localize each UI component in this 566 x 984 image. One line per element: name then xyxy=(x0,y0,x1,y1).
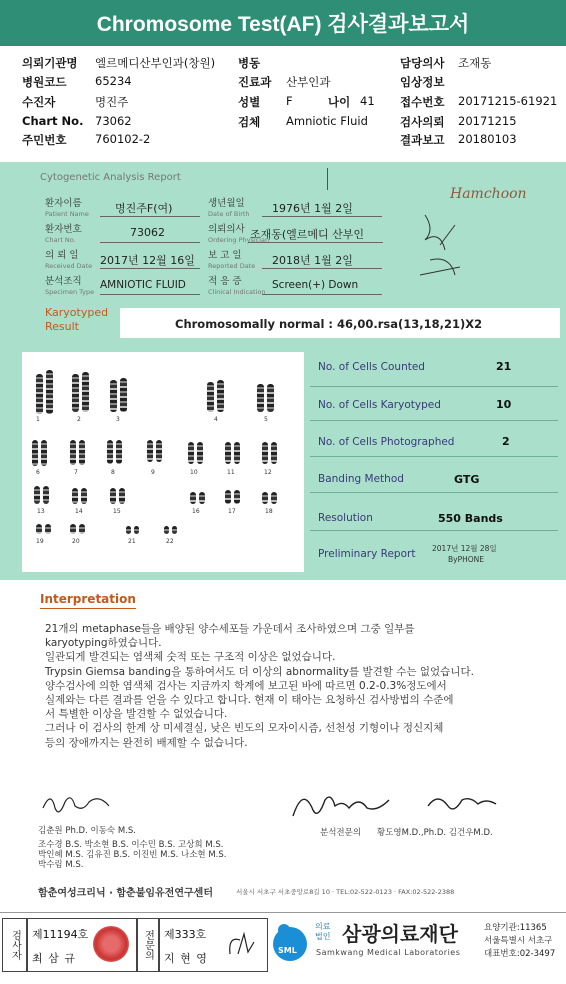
chromosome xyxy=(116,440,122,464)
chromosome xyxy=(120,378,127,412)
chrom-number: 13 xyxy=(37,508,45,515)
interpretation-line: karyotyping하였습니다. xyxy=(45,637,162,650)
staff-line: 박인혜 M.S. 김유진 B.S. 이진빈 M.S. 나소현 M.S. xyxy=(38,850,227,860)
field-label: 환자번호 xyxy=(45,224,82,235)
org-english-name: Samkwang Medical Laboratories xyxy=(316,948,461,957)
chromosome xyxy=(70,524,76,534)
chrom-number: 6 xyxy=(36,469,40,476)
report-title: Chromosome Test(AF) 검사결과보고서 xyxy=(0,0,566,46)
header-label: 접수번호 xyxy=(400,95,445,109)
chromosome xyxy=(262,442,268,464)
underline xyxy=(248,242,383,243)
preliminary-date: 2017년 12월 28일 xyxy=(432,544,497,553)
header-value: 20171215 xyxy=(458,114,517,128)
header-value: 41 xyxy=(360,94,375,108)
underline xyxy=(100,268,200,269)
interpretation-line: 21개의 metaphase들을 배양된 양수세포들 가운데서 조사하였으며 그중 일부를 xyxy=(45,623,415,635)
heading-underline xyxy=(40,608,136,609)
staff-line: 조수경 B.S. 박소현 B.S. 이수민 B.S. 고상희 M.S. xyxy=(38,840,224,850)
seal-stamp-icon xyxy=(93,926,129,962)
chromosome xyxy=(107,440,113,464)
examiner-label: 검사자 xyxy=(2,918,28,972)
chromosome xyxy=(217,380,224,412)
chrom-number: 1 xyxy=(36,416,40,423)
header-label: 수진자 xyxy=(22,95,56,109)
handwritten-note-icon xyxy=(415,205,475,285)
chromosome xyxy=(156,440,162,462)
chrom-number: 4 xyxy=(214,416,218,423)
header-label: 주민번호 xyxy=(22,133,67,147)
header-info xyxy=(0,46,566,158)
stat-label: Banding Method xyxy=(318,473,404,485)
chromosome xyxy=(190,492,196,504)
chromosome xyxy=(43,486,49,504)
header-label: 나이 xyxy=(328,95,351,109)
org-info-line: 요양기관:11365 xyxy=(484,923,547,933)
chrom-number: 2 xyxy=(77,416,81,423)
stat-label: Resolution xyxy=(318,512,373,524)
header-row xyxy=(22,55,78,71)
specialist-name: 지 현 영 xyxy=(164,952,208,965)
field-label: 분석조직 xyxy=(45,276,82,287)
chrom-number: 9 xyxy=(151,469,155,476)
interpretation-line: 등의 장애까지는 완전히 배제할 수 없습니다. xyxy=(45,736,248,749)
chromosome xyxy=(197,442,203,464)
header-value: 20180103 xyxy=(458,132,517,146)
chromosome xyxy=(34,486,40,504)
preliminary-by: ByPHONE xyxy=(448,555,484,564)
header-label: 결과보고 xyxy=(400,133,445,147)
header-value: 65234 xyxy=(95,74,132,88)
field-label: 적 응 증 xyxy=(208,276,242,287)
chrom-number: 20 xyxy=(72,538,80,545)
chromosome xyxy=(172,526,177,534)
chromosome xyxy=(41,440,47,466)
physician-value: 조재동(엘르메디 산부인 xyxy=(250,228,365,241)
header-value: 산부인과 xyxy=(286,75,331,89)
header-label: Chart No. xyxy=(22,114,84,128)
chromosome xyxy=(164,526,169,534)
chromosome xyxy=(79,440,85,465)
field-sublabel: Date of Birth xyxy=(208,210,250,218)
header-value: 조재동 xyxy=(458,56,492,70)
chromosome xyxy=(234,490,240,504)
chromosome xyxy=(147,440,153,462)
chrom-number: 12 xyxy=(264,469,272,476)
specialist-number: 제333호 xyxy=(164,928,207,941)
field-label: 생년월일 xyxy=(208,198,245,209)
chrom-number: 16 xyxy=(192,508,200,515)
chrom-number: 14 xyxy=(75,508,83,515)
underline xyxy=(262,294,382,295)
signature-left-icon xyxy=(38,788,118,818)
dob-value: 1976년 1월 2일 xyxy=(272,202,353,215)
interpretation-line: 일관되게 발견되는 염색체 숫적 또는 구조적 이상은 없었습니다. xyxy=(45,651,336,664)
chrom-number: 3 xyxy=(116,416,120,423)
report-heading: Cytogenetic Analysis Report xyxy=(40,172,181,183)
org-info xyxy=(484,922,555,961)
chromosome xyxy=(119,488,125,504)
field-label: 의뢰의사 xyxy=(208,224,245,235)
field-label: 보 고 일 xyxy=(208,250,242,261)
field-label: 환자이름 xyxy=(45,198,82,209)
specialist-label: 분석전문의 xyxy=(320,828,362,838)
field-sublabel: Reported Date xyxy=(208,262,256,270)
preliminary-label: Preliminary Report xyxy=(318,548,416,560)
patient-name-value: 명진주F(여) xyxy=(115,202,173,215)
chromosome xyxy=(267,384,274,412)
chromosome xyxy=(36,524,42,534)
interpretation-line: 양수검사에 의한 염색체 검사는 지금까지 학계에 보고된 바에 따르면 0.2-0.3%정도에서 xyxy=(45,679,447,692)
specialist-box-label: 전문의 xyxy=(136,918,160,972)
signature-right-icon xyxy=(288,788,508,824)
header-label: 의뢰기관명 xyxy=(22,56,78,70)
chromosome xyxy=(36,374,43,414)
header-label: 검체 xyxy=(238,115,261,129)
chrom-number: 17 xyxy=(228,508,236,515)
chrom-number: 5 xyxy=(264,416,268,423)
org-type: 의료법인 xyxy=(315,922,331,941)
chrom-number: 15 xyxy=(113,508,121,515)
karyotyped-result-label xyxy=(45,306,108,334)
interpretation-heading: Interpretation xyxy=(40,592,136,606)
examiner-name: 최 삼 규 xyxy=(32,952,76,965)
specialist-signature-icon xyxy=(222,924,262,964)
header-label: 성별 xyxy=(238,95,261,109)
header-label: 검사의뢰 xyxy=(400,115,445,129)
staff-line: 김춘원 Ph.D. 이동숙 M.S. xyxy=(38,826,136,836)
field-label: 의 뢰 일 xyxy=(45,250,79,261)
center-address: 서울시 서초구 서초중앙로8길 10 · TEL:02-522-0123 · FAX:02-522-2388 xyxy=(236,888,455,896)
chromosome xyxy=(225,442,231,464)
received-date-value: 2017년 12월 16일 xyxy=(100,254,195,267)
chromosome xyxy=(72,374,79,412)
chromosome xyxy=(199,492,205,504)
header-value: 엘르메디산부인과(창원) xyxy=(95,56,216,70)
divider-mark xyxy=(327,168,328,190)
chromosome xyxy=(110,380,117,412)
chromosome xyxy=(207,382,214,412)
chromosome xyxy=(225,490,231,504)
chromosome xyxy=(45,524,51,534)
interpretation-line: 서 특별한 이상을 발견할 수 없었습니다. xyxy=(45,708,228,721)
staff-line: 박수림 M.S. xyxy=(38,860,84,870)
chromosome xyxy=(271,442,277,464)
stat-value: 10 xyxy=(496,398,512,411)
header-value: 760102-2 xyxy=(95,132,151,146)
chrom-number: 8 xyxy=(111,469,115,476)
underline xyxy=(262,216,382,217)
chromosome xyxy=(110,488,116,504)
interpretation-line: 그러나 이 검사의 한계 상 미세결실, 낮은 빈도의 모자이시즘, 선천성 기형이나 정신지체 xyxy=(45,722,444,735)
chromosome xyxy=(82,372,89,412)
header-label: 담당의사 xyxy=(400,56,445,70)
header-value: Amniotic Fluid xyxy=(286,114,368,128)
field-sublabel: Clinical Indication xyxy=(208,288,266,296)
stat-label: No. of Cells Counted xyxy=(318,361,425,373)
underline xyxy=(262,268,382,269)
karyotyped-label: Karyotyped xyxy=(45,306,109,319)
header-value: 명진주 xyxy=(95,95,129,109)
org-name: 삼광의료재단 xyxy=(342,922,458,946)
indication-value: Screen(+) Down xyxy=(272,279,359,291)
chrom-number: 7 xyxy=(74,469,78,476)
interpretation-text xyxy=(45,622,545,750)
field-sublabel: Patient Name xyxy=(45,210,89,218)
chrom-number: 10 xyxy=(190,469,198,476)
field-sublabel: Received Date xyxy=(45,262,93,270)
chromosome xyxy=(72,488,78,504)
header-label: 병동 xyxy=(238,56,261,70)
chrom-number: 22 xyxy=(166,538,174,545)
interpretation-line: Trypsin Giemsa banding을 통하여서도 더 이상의 abnormality를 발견할 수는 없었습니다. xyxy=(45,665,474,678)
chrom-number: 11 xyxy=(227,469,235,476)
sml-logo-icon xyxy=(270,920,310,966)
underline xyxy=(100,294,200,295)
chromosome xyxy=(126,526,131,534)
header-value: 20171215-61921 xyxy=(458,94,558,108)
stat-value: 550 Bands xyxy=(438,512,503,525)
stat-value: 2 xyxy=(502,435,510,448)
chromosome xyxy=(32,440,38,466)
examiner-number: 제11194호 xyxy=(32,928,89,941)
result-label: Result xyxy=(45,320,79,333)
stat-label: No. of Cells Karyotyped xyxy=(318,399,441,411)
stat-value: GTG xyxy=(454,473,480,486)
karyogram-image xyxy=(22,352,304,572)
chromosome xyxy=(81,488,87,504)
chrom-number: 18 xyxy=(265,508,273,515)
header-label: 임상정보 xyxy=(400,75,445,89)
org-info-line: 서울특별시 서초구 xyxy=(484,936,553,946)
chromosome xyxy=(188,442,194,464)
interpretation-line: 실제와는 다른 결과를 얻을 수 있다고 합니다. 현재 이 태아는 요청하신 검사방법의 수준에 xyxy=(45,694,454,707)
lab-logo: Hamchoon xyxy=(450,186,527,202)
sml-text: SML xyxy=(278,946,297,955)
chromosome xyxy=(271,492,277,504)
chrom-number: 21 xyxy=(128,538,136,545)
header-value: F xyxy=(286,94,293,108)
chromosome xyxy=(70,440,76,465)
chromosome xyxy=(134,526,139,534)
header-value: 73062 xyxy=(95,114,132,128)
reported-date-value: 2018년 1월 2일 xyxy=(272,254,353,267)
header-label: 진료과 xyxy=(238,75,272,89)
stat-value: 21 xyxy=(496,360,512,373)
specimen-value: AMNIOTIC FLUID xyxy=(100,279,186,291)
underline xyxy=(100,216,200,217)
result-value: Chromosomally normal : 46,00.rsa(13,18,21)X2 xyxy=(175,317,483,331)
chart-no-value: 73062 xyxy=(130,226,165,239)
chromosome xyxy=(262,492,268,504)
center-name: 함춘여성크리닉 · 함춘불임유전연구센터 xyxy=(38,888,213,899)
stat-label: No. of Cells Photographed xyxy=(318,436,455,448)
org-info-line: 대표번호:02-3497 xyxy=(484,949,556,959)
chromosome xyxy=(234,442,240,464)
chromosome xyxy=(257,384,264,412)
chromosome xyxy=(46,370,53,414)
field-sublabel: Chart No. xyxy=(45,236,76,244)
field-sublabel: Specimen Type xyxy=(45,288,95,296)
header-label: 병원코드 xyxy=(22,75,67,89)
field-sublabel: Ordering Physician xyxy=(208,236,270,244)
underline xyxy=(100,242,200,243)
chrom-number: 19 xyxy=(36,538,44,545)
specialist-names: 황도영M.D.,Ph.D. 김건우M.D. xyxy=(377,828,493,838)
chromosome xyxy=(79,524,85,534)
